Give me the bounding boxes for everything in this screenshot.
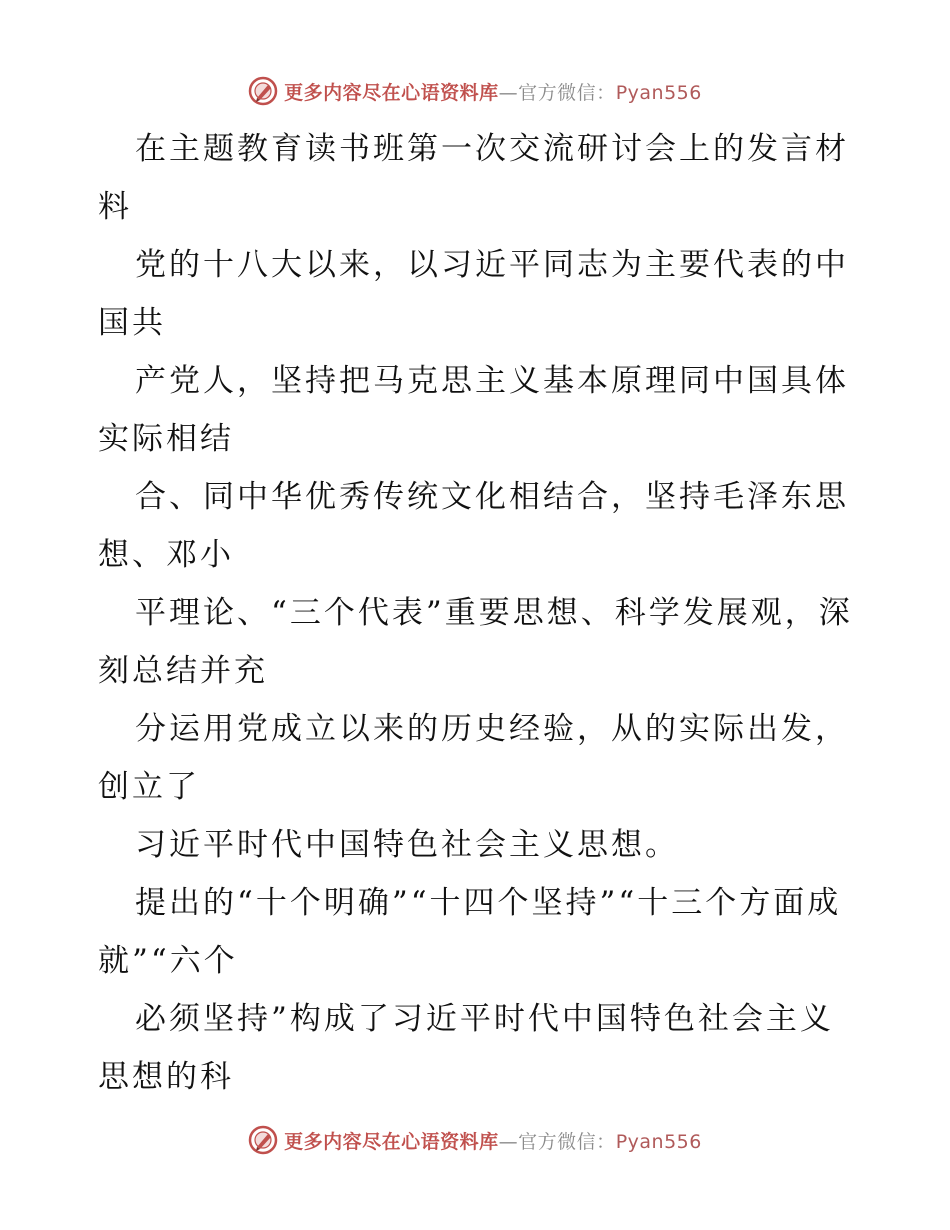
header-banner: [0, 71, 950, 111]
paragraph: 产党人，坚持把马克思主义基本原理同中国具体实际相结: [98, 363, 849, 457]
header-banner-text: [284, 78, 702, 105]
document-body: [98, 120, 858, 1106]
paragraph: 平理论、“三个代表”重要思想、科学发展观，深刻总结并充: [98, 595, 853, 689]
footer-official-label: 官方微信：: [518, 1130, 616, 1153]
paragraph: 党的十八大以来，以习近平同志为主要代表的中国共: [98, 247, 849, 341]
paragraph: 提出的“十个明确”“十四个坚持”“十三个方面成就”“六个: [98, 885, 842, 979]
footer-wechat-id: Pyan556: [615, 1130, 702, 1153]
footer-banner: [0, 1120, 950, 1160]
paragraph: 习近平时代中国特色社会主义思想。: [135, 827, 679, 863]
document-title: 在主题教育读书班第一次交流研讨会上的发言材料: [98, 131, 849, 225]
paragraph: 合、同中华优秀传统文化相结合，坚持毛泽东思想、邓小: [98, 479, 849, 573]
footer-banner-text: [284, 1127, 702, 1154]
pen-logo-icon: [248, 76, 278, 106]
header-site-text: 更多内容尽在心语资料库: [284, 81, 499, 104]
footer-separator: —: [498, 1130, 519, 1153]
header-wechat-id: Pyan556: [615, 81, 702, 104]
header-official-label: 官方微信：: [518, 81, 616, 104]
paragraph: 必须坚持”构成了习近平时代中国特色社会主义思想的科: [98, 1001, 834, 1095]
header-separator: —: [498, 81, 519, 104]
paragraph: 分运用党成立以来的历史经验，从的实际出发，创立了: [98, 711, 849, 805]
footer-site-text: 更多内容尽在心语资料库: [284, 1130, 499, 1153]
pen-logo-icon: [248, 1125, 278, 1155]
